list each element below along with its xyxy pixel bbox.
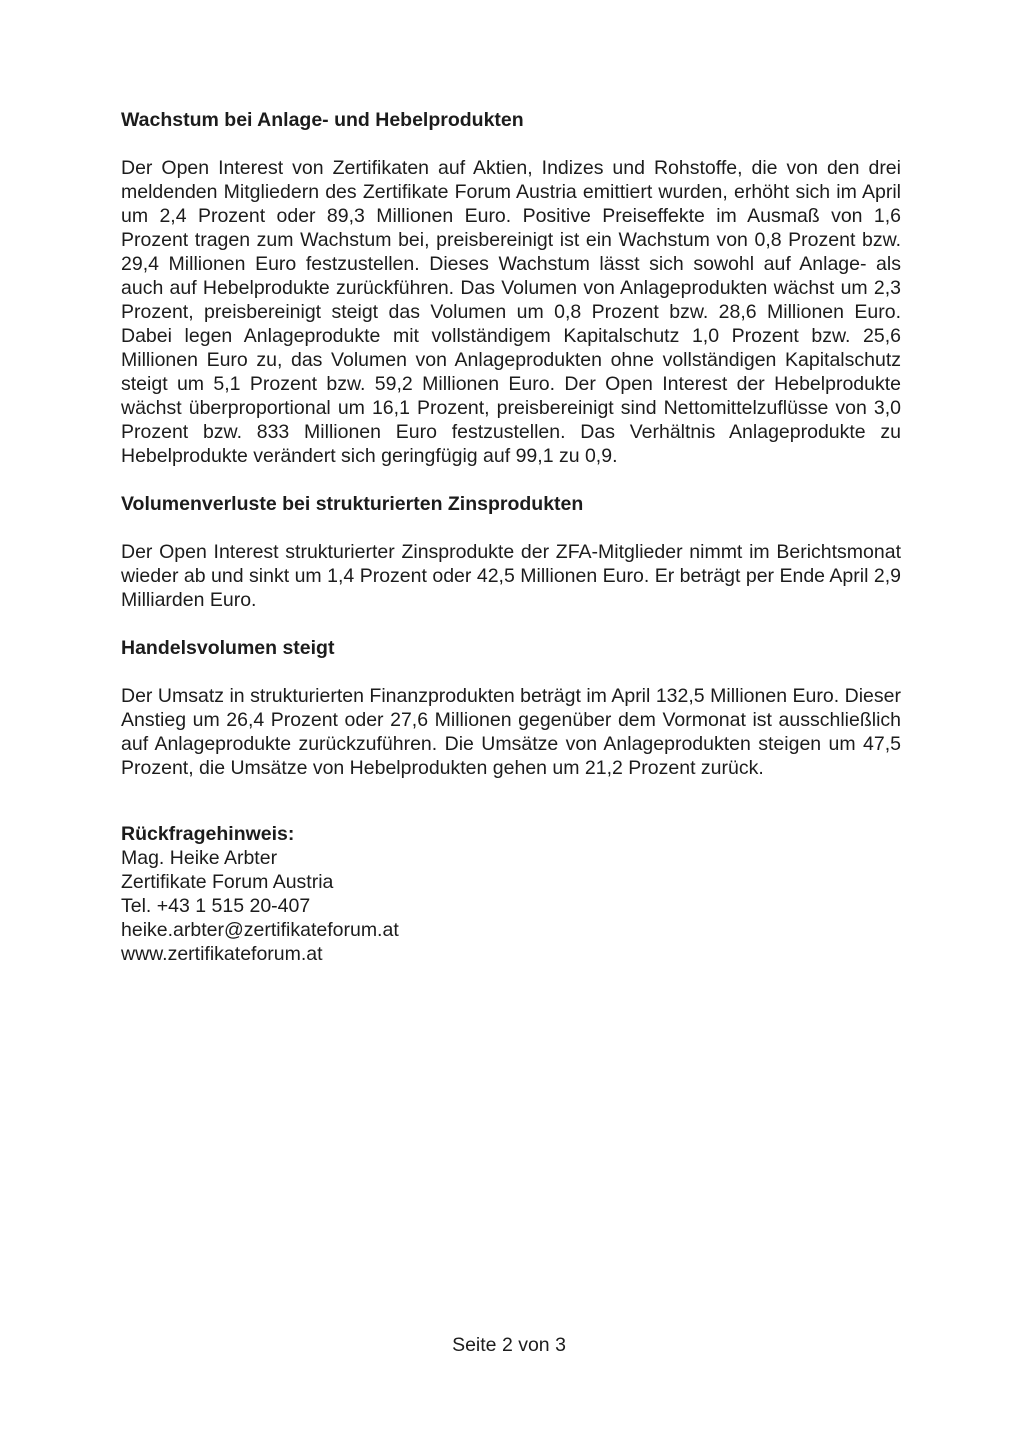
- section-paragraph-wachstum: Der Open Interest von Zertifikaten auf Aktien, Indizes und Rohstoffe, die von den drei meldenden Mitgliedern des Zertifikate Forum Austria emittiert wurden, erhöht sich im April um 2,4 Prozent oder 89,3 Millionen Euro. Positive Preiseffekte im Ausmaß von 1,6 Prozent tragen zum Wachstum bei, preisbereinigt ist ein Wachstum von 0,8 Prozent bzw. 29,4 Millionen Euro festzustellen. Dieses Wachstum lässt sich sowohl auf Anlage- als auch auf Hebelprodukte zurückführen. Das Volumen von Anlageprodukten wächst um 2,3 Prozent, preisbereinigt steigt das Volumen um 0,8 Prozent bzw. 28,6 Millionen Euro. Dabei legen Anlageprodukte mit vollständigem Kapitalschutz 1,0 Prozent bzw. 25,6 Millionen Euro zu, das Volumen von Anlageprodukten ohne vollständigen Kapitalschutz steigt um 5,1 Prozent bzw. 59,2 Millionen Euro. Der Open Interest der Hebelprodukte wächst überproportional um 16,1 Prozent, preisbereinigt sind Nettomittelzuflüsse von 3,0 Prozent bzw. 833 Millionen Euro festzustellen. Das Verhältnis Anlageprodukte zu Hebelprodukte verändert sich geringfügig auf 99,1 zu 0,9.: [121, 157, 901, 467]
- contact-organization: Zertifikate Forum Austria: [121, 871, 334, 893]
- contact-heading: Rückfragehinweis:: [121, 823, 295, 845]
- page-number: Seite 2 von 3: [452, 1334, 566, 1356]
- section-paragraph-zinsprodukte: Der Open Interest strukturierter Zinsprodukte der ZFA-Mitglieder nimmt im Berichtsmonat wieder ab und sinkt um 1,4 Prozent oder 42,5 Millionen Euro. Er beträgt per Ende April 2,9 Milliarden Euro.: [121, 541, 901, 611]
- contact-phone: Tel. +43 1 515 20-407: [121, 895, 311, 917]
- section-heading-wachstum: Wachstum bei Anlage- und Hebelprodukten: [121, 109, 524, 131]
- section-heading-handelsvolumen: Handelsvolumen steigt: [121, 637, 335, 659]
- contact-email: heike.arbter@zertifikateforum.at: [121, 919, 399, 941]
- contact-block: [121, 822, 901, 966]
- page-footer: [0, 1333, 1018, 1357]
- document-content: [121, 108, 901, 966]
- contact-name: Mag. Heike Arbter: [121, 847, 278, 869]
- contact-website: www.zertifikateforum.at: [121, 943, 323, 965]
- section-paragraph-handelsvolumen: Der Umsatz in strukturierten Finanzprodukten beträgt im April 132,5 Millionen Euro. Dieser Anstieg um 26,4 Prozent oder 27,6 Millionen gegenüber dem Vormonat ist ausschließlich auf Anlageprodukte zurückzuführen. Die Umsätze von Anlageprodukten steigen um 47,5 Prozent, die Umsätze von Hebelprodukten gehen um 21,2 Prozent zurück.: [121, 685, 901, 779]
- section-heading-volumenverluste: Volumenverluste bei strukturierten Zinsprodukten: [121, 493, 584, 515]
